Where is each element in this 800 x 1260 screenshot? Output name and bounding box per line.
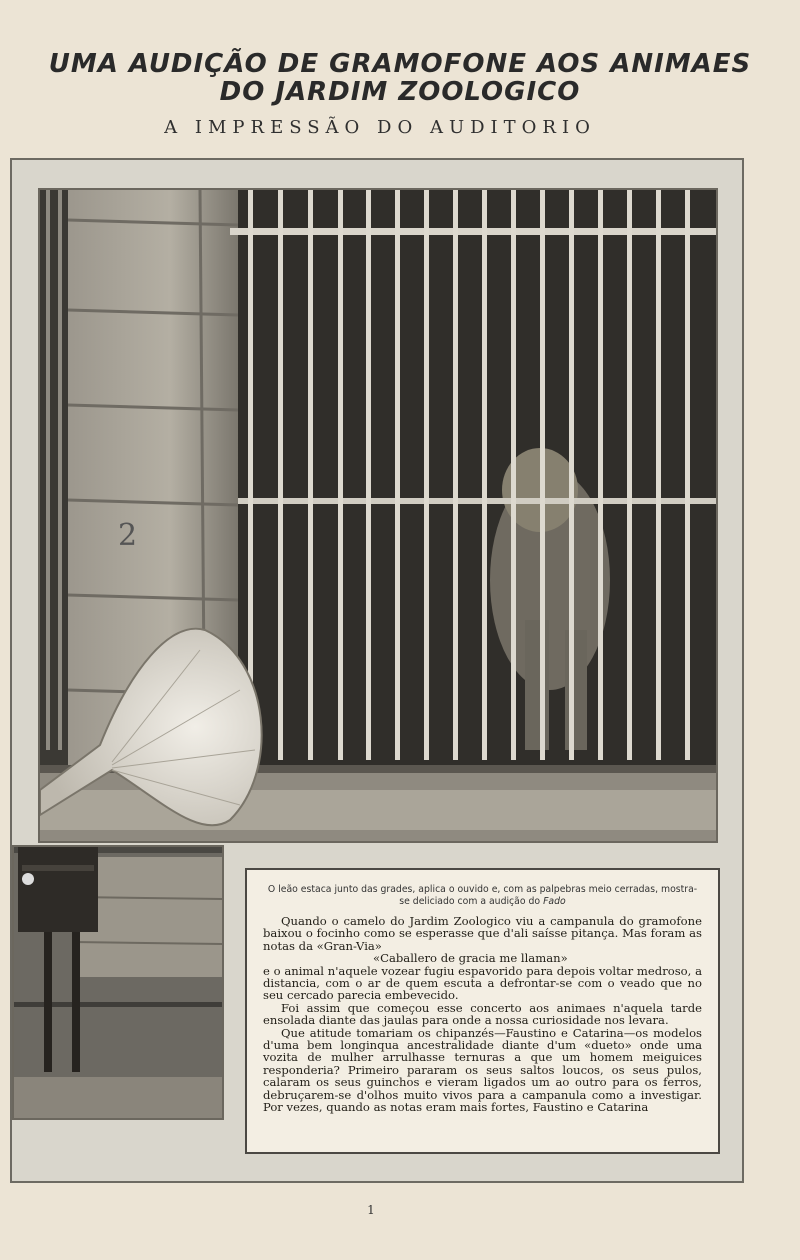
page-number: 1	[367, 1203, 375, 1217]
lion-cage-photo	[38, 188, 718, 843]
caption-text: O leão estaca junto das grades, aplica o ouvido e, com as palpebras meio cerradas, mostra-se deliciado com a audição do	[267, 884, 698, 907]
gramophone-stand-photo	[12, 845, 224, 1120]
lion-cage-illustration	[40, 190, 716, 841]
article-paragraph-2: Foi assim que começou esse concerto aos animaes n'aquela tarde ensolada diante das jaulas para onde a nossa curiosidade nos levara.	[263, 1000, 702, 1028]
svg-text:2: 2	[118, 518, 138, 553]
article-paragraph-3: Que atitude tomariam os chipanzés—Faustino e Catarina—os modelos d'uma bem longinqua ancestralidade diante d'um «dueto» onde uma vozita de mulher arrulhasse ternuras a que um homem meiguices responderia? Primeiro pararam os seus saltos loucos, os seus pulos, calaram os seus guinchos e vieram ligados um ao outro para os ferros, debruçarem-se d'olhos muito vivos para a campanula como a investigar. Por vezes, quando as notas eram mais fortes, Faustino e Catarina	[263, 1025, 702, 1115]
article-paragraph-1: Quando o camelo do Jardim Zoologico viu a campanula do gramofone baixou o focinho como se esperasse que d'ali saísse pitança. Mas foram as notas da «Gran-Via»	[263, 914, 702, 953]
caption-emphasis: Fado	[543, 896, 566, 907]
headline-line-1: UMA AUDIÇÃO DE GRAMOFONE AOS ANIMAES	[48, 49, 752, 79]
article-paragraph-1b: e o animal n'aquele vozear fugiu espavorido para depois voltar medroso, a distancia, com o ar de quem escuta a defrontar-se com o veado que no seu cercado parecia embevecido.	[263, 963, 702, 1003]
article-verse: «Caballero de gracia me llaman»	[373, 951, 568, 966]
subheadline: A IMPRESSÃO DO AUDITORIO	[164, 117, 596, 138]
article-box	[245, 868, 720, 1154]
headline	[0, 50, 800, 106]
photo-caption	[263, 884, 702, 908]
article-body	[263, 915, 702, 1114]
headline-line-2: DO JARDIM ZOOLOGICO	[219, 77, 581, 107]
gramophone-stand-illustration	[14, 847, 222, 1118]
